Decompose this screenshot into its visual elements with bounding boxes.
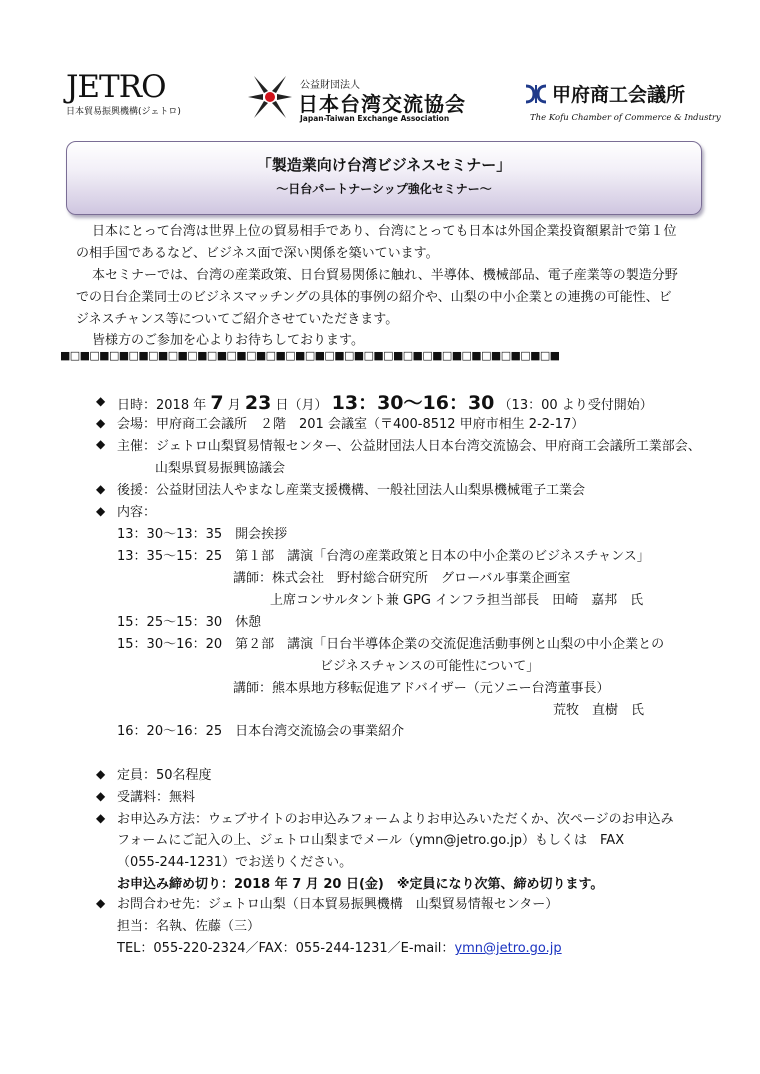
email-link[interactable]: ymn@jetro.go.jp (454, 941, 562, 956)
reception-time: （13：00 より受付開始） (498, 398, 653, 413)
program-item: 15：30～16：20 第２部 講演「日台半導体企業の交流促進活動事例と山梨の中小企業との (117, 637, 665, 652)
speaker-line: 上席コンサルタント兼 GPG インフラ担当部長 田崎 嘉邦 氏 (270, 593, 644, 608)
jetro-logo-subtitle: 日本貿易振興機構(ジェトロ) (66, 107, 181, 117)
bullet-icon: ◆ (96, 767, 106, 781)
bullet-icon: ◆ (96, 416, 106, 430)
intro-line: 日本にとって台湾は世界上位の貿易相手であり、台湾にとっても日本は外国企業投資額累計で第１位 (92, 224, 677, 239)
bullet-icon: ◆ (96, 811, 106, 825)
event-time: 13：30～16：30 (331, 392, 495, 414)
program-item-cont: ビジネスチャンスの可能性について」 (320, 659, 540, 674)
program-item: 13：35～15：25 第１部 講演「台湾の産業政策と日本の中小企業のビジネスチャンス」 (117, 549, 650, 564)
jtea-logo-name: 日本台湾交流協会 (298, 92, 466, 116)
bullet-icon: ◆ (96, 896, 106, 910)
bullet-icon: ◆ (96, 437, 106, 451)
fee: 受講料：無料 (117, 790, 196, 805)
program-item: 16：20～16：25 日本台湾交流協会の事業紹介 (117, 724, 405, 739)
bullet-icon: ◆ (96, 789, 106, 803)
speaker-line: 講師：熊本県地方移転促進アドバイザー（元ソニー台湾董事長） (233, 681, 610, 696)
intro-line: ジネスチャンス等についてご紹介させていただきます。 (76, 312, 399, 327)
event-date (117, 388, 653, 415)
bullet-icon: ◆ (96, 394, 106, 408)
contact-line: お問合わせ先：ジェトロ山梨（日本貿易振興機構 山梨貿易情報センター） (117, 897, 559, 912)
apply-line: フォームにご記入の上、ジェトロ山梨までメール（ymn@jetro.go.jp）もしくは FAX (117, 833, 625, 848)
contact-line: 担当：名執、佐藤（三） (117, 919, 261, 934)
apply-line: お申込み方法：ウェブサイトのお申込みフォームよりお申込みいただくか、次ページのお申込み (117, 812, 674, 827)
intro-line: での日台企業同士のビジネスマッチングの具体的事例の紹介や、山梨の中小企業との連携の可能性、ビ (76, 290, 672, 305)
seminar-subtitle: ～日台パートナーシップ強化セミナー～ (276, 182, 492, 196)
jetro-logo (66, 70, 186, 117)
kofu-emblem-icon (524, 82, 548, 106)
date-month-unit: 月 (227, 398, 241, 413)
date-day-unit: 日（月） (275, 398, 328, 413)
date-month: 7 (210, 392, 224, 414)
kofu-logo-english: The Kofu Chamber of Commerce & Industry (530, 113, 721, 123)
venue: 会場：甲府商工会議所 ２階 201 会議室（〒400-8512 甲府市相生 2-2-17） (117, 417, 585, 432)
date-prefix: 日時：2018 年 (117, 398, 207, 413)
speaker-line: 講師：株式会社 野村総合研究所 グローバル事業企画室 (233, 571, 571, 586)
seminar-title: 「製造業向け台湾ビジネスセミナー」 (256, 156, 512, 174)
jtea-logo-small: 公益財団法人 (300, 80, 360, 91)
intro-line: の相手国であるなど、ビジネス面で深い関係を築いています。 (76, 246, 439, 261)
deadline: お申込み締め切り：2018 年 7 月 20 日(金) ※定員になり次第、締め切ります。 (117, 877, 604, 892)
intro-line: 本セミナーでは、台湾の産業政策、日台貿易関係に触れ、半導体、機械部品、電子産業等の製造分野 (92, 268, 678, 283)
jtea-logo-english: Japan-Taiwan Exchange Association (300, 114, 450, 123)
content-label: 内容： (117, 505, 157, 520)
program-item: 15：25～15：30 休憩 (117, 615, 262, 630)
bullet-icon: ◆ (96, 482, 106, 496)
separator-line: ■□■□■□■□■□■□■□■□■□■□■□■□■□■□■□■□■□■□■□■□■□■□■□■□■□■ (60, 349, 560, 362)
capacity: 定員：50名程度 (117, 768, 212, 783)
contact-line (117, 937, 562, 956)
bullet-icon: ◆ (96, 504, 106, 518)
organizer-line: 主催：ジェトロ山梨貿易情報センター、公益財団法人日本台湾交流協会、甲府商工会議所工業部会、 (117, 439, 701, 454)
jtea-emblem-icon (248, 74, 292, 120)
title-box (66, 141, 702, 215)
speaker-line: 荒牧 直樹 氏 (553, 703, 645, 718)
intro-line: 皆様方のご参加を心よりお待ちしております。 (92, 333, 364, 348)
contact-phone-fax: TEL：055-220-2324／FAX：055-244-1231／E-mail： (117, 941, 455, 956)
program-item: 13：30～13：35 開会挨拶 (117, 527, 288, 542)
apply-line: （055-244-1231）でお送りください。 (117, 855, 353, 870)
support: 後援：公益財団法人やまなし産業支援機構、一般社団法人山梨県機械電子工業会 (117, 483, 586, 498)
kofu-logo-name: 甲府商工会議所 (552, 84, 686, 106)
date-day: 23 (244, 392, 272, 414)
organizer-line: 山梨県貿易振興協議会 (155, 461, 286, 476)
jetro-logo-word: JETRO (66, 69, 166, 105)
